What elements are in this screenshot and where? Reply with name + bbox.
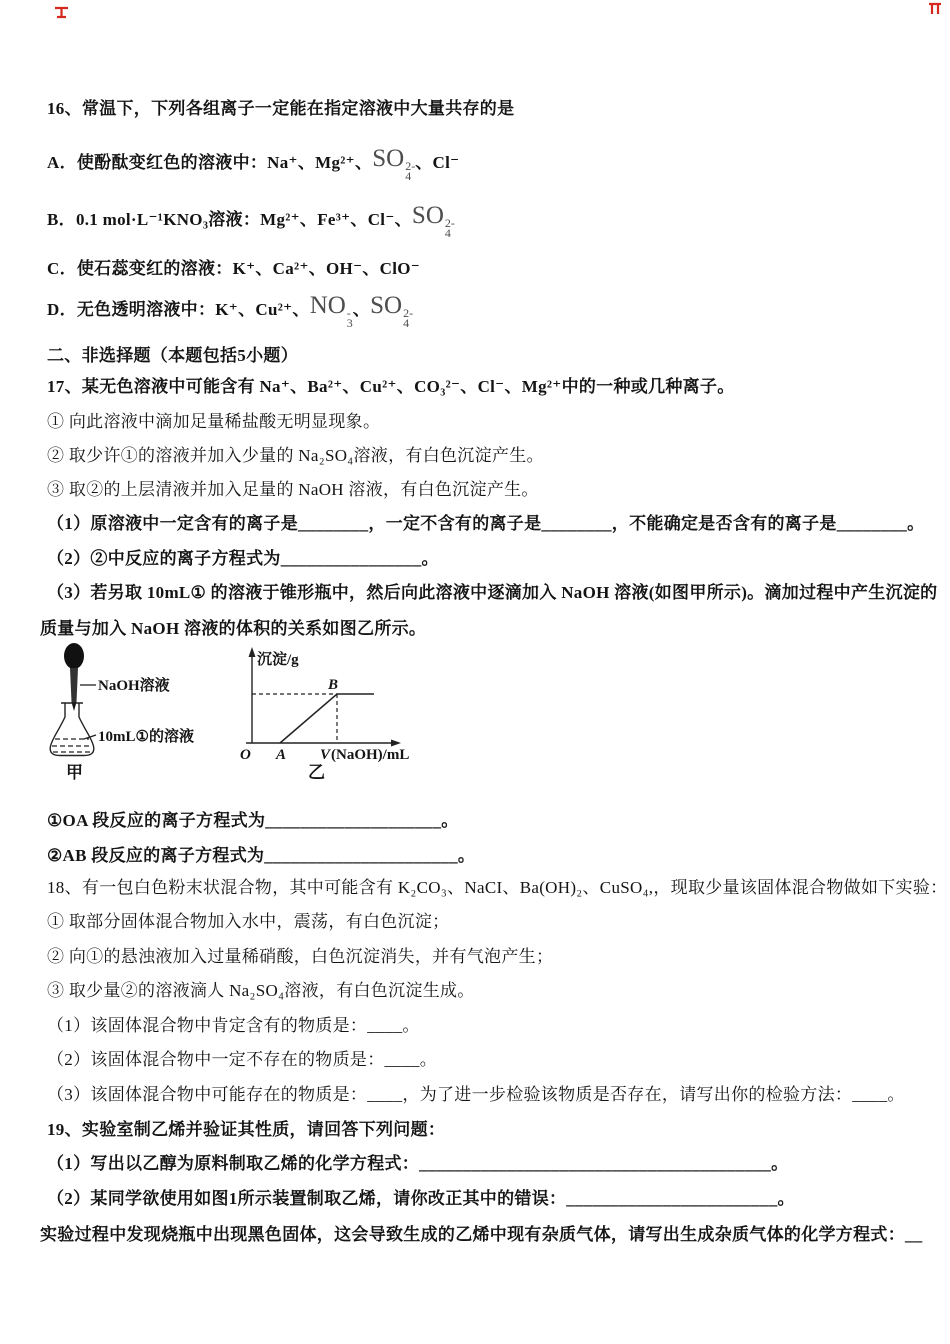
q17-step-2: ② 取少许①的溶液并加入少量的 Na₂SO₄溶液，有白色沉淀产生。 <box>47 446 544 465</box>
precipitate-curve <box>280 694 374 743</box>
q17-blank-2: （2）②中反应的离子方程式为________________。 <box>47 549 439 568</box>
sulfate-formula: SO 2- 4 <box>370 292 414 330</box>
q17-part-3-line-1: （3）若另取 10mL① 的溶液于锥形瓶中，然后向此溶液中逐滴加入 NaOH 溶液(如图甲所示)。滴加过程中产生沉淀的 <box>47 583 938 602</box>
x-axis-unit: (NaOH)/mL <box>331 747 410 763</box>
q19-stem: 19、实验室制乙烯并验证其性质，请回答下列问题： <box>47 1120 446 1139</box>
y-axis-arrow <box>249 647 256 657</box>
nitrate-formula: NO - 3 <box>309 292 353 330</box>
red-artifact-right-icon <box>928 2 943 16</box>
q17-step-1: ① 向此溶液中滴加足量稀盐酸无明显现象。 <box>47 412 381 431</box>
q18-step-2: ② 向①的悬浊液加入过量稀硝酸，白色沉淀消失，并有气泡产生； <box>47 947 554 966</box>
q17-stem: 17、某无色溶液中可能含有 Na⁺、Ba²⁺、Cu²⁺、CO₃²⁻、Cl⁻、Mg²⁺中的一种或几种离子。 <box>47 377 735 396</box>
dropper-label: NaOH溶液 <box>98 678 170 694</box>
point-b-label: B <box>328 677 339 693</box>
x-axis-var: V <box>320 747 331 763</box>
q17-part-3-line-2: 质量与加入 NaOH 溶液的体积的关系如图乙所示。 <box>40 619 427 638</box>
q16-option-a-text: A．使酚酞变红色的溶液中：Na⁺、Mg²⁺、 <box>47 153 373 172</box>
x-axis-arrow <box>391 740 401 747</box>
q17-step-3: ③ 取②的上层清液并加入足量的 NaOH 溶液，有白色沉淀产生。 <box>47 480 539 499</box>
q16-option-c: C．使石蕊变红的溶液：K⁺、Ca²⁺、OH⁻、ClO⁻ <box>47 259 421 278</box>
point-a-label: A <box>276 747 287 763</box>
q18-blank-3: （3）该固体混合物中可能存在的物质是：____，为了进一步检验该物质是否存在，请写出你的检验方法：____。 <box>47 1085 905 1104</box>
q18-step-3: ③ 取少量②的溶液滴人 Na₂SO₄溶液，有白色沉淀生成。 <box>47 981 475 1000</box>
flask-label: 10mL①的溶液 <box>98 729 194 745</box>
right-caption: 乙 <box>308 763 325 782</box>
red-artifact-left-icon <box>54 4 70 19</box>
q18-step-1: ① 取部分固体混合物加入水中，震荡，有白色沉淀； <box>47 912 450 931</box>
q19-blank-2: （2）某同学欲使用如图1所示装置制取乙烯，请你改正其中的错误：________________________。 <box>47 1189 795 1208</box>
apparatus-diagram <box>40 642 430 794</box>
origin-label: O <box>240 747 251 763</box>
left-caption: 甲 <box>66 763 83 782</box>
q16-stem: 16、常温下，下列各组离子一定能在指定溶液中大量共存的是 <box>47 99 515 118</box>
sulfate-formula: SO 2- 4 <box>372 145 416 183</box>
q18-stem: 18、有一包白色粉末状混合物，其中可能含有 K₂CO₃、NaCI、Ba(OH)₂、CuSO₄,，现取少量该固体混合物做如下实验： <box>47 878 948 897</box>
dropper-bulb <box>64 643 84 669</box>
q19-tail-line: 实验过程中发现烧瓶中出现黑色固体，这会导致生成的乙烯中现有杂质气体，请写出生成杂质气体的化学方程式：__ <box>40 1225 923 1244</box>
flask-outline <box>50 703 94 756</box>
q16-option-d: D．无色透明溶液中：K⁺、Cu²⁺、NO - 3 、SO 2- 4 <box>47 292 414 330</box>
q17-blank-1: （1）原溶液中一定含有的离子是________，一定不含有的离子是________，不能确定是否含有的离子是________。 <box>47 514 925 533</box>
q18-blank-2: （2）该固体混合物中一定不存在的物质是：____。 <box>47 1050 437 1069</box>
q18-blank-1: （1）该固体混合物中肯定含有的物质是：____。 <box>47 1016 420 1035</box>
dropper-tube <box>70 668 78 702</box>
q17-sub-oa: ①OA 段反应的离子方程式为____________________。 <box>47 811 459 830</box>
q16-option-d-text: D．无色透明溶液中：K⁺、Cu²⁺、 <box>47 300 310 319</box>
q17-sub-ab: ②AB 段反应的离子方程式为______________________。 <box>47 846 476 865</box>
section2-title: 二、非选择题（本题包括5小题） <box>47 346 298 365</box>
y-axis-label: 沉淀/g <box>257 652 299 668</box>
q16-option-b <box>47 202 455 240</box>
graph-dashed-guides <box>252 694 337 743</box>
q16-option-a: A．使酚酞变红色的溶液中：Na⁺、Mg²⁺、SO 2- 4 、Cl⁻ <box>47 145 460 183</box>
q19-blank-1: （1）写出以乙醇为原料制取乙烯的化学方程式：________________________________________。 <box>47 1154 789 1173</box>
sulfate-formula: SO 2- 4 <box>411 202 455 240</box>
q16-option-b-text: B．0.1 mol·L⁻¹KNO₃溶液：Mg²⁺、Fe³⁺、Cl⁻、 <box>47 210 412 229</box>
flask-liquid <box>52 739 92 752</box>
